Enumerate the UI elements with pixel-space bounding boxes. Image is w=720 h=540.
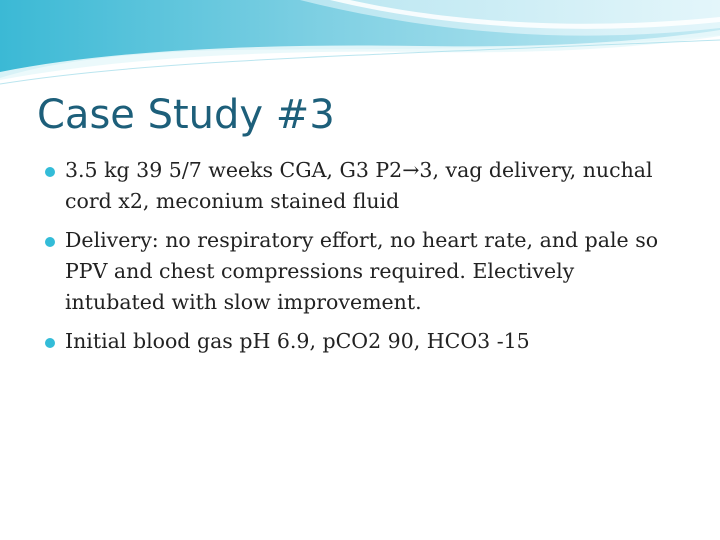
bullet-dot-icon: [45, 167, 55, 177]
list-item: [45, 326, 675, 357]
header-wave-decoration: [0, 0, 720, 90]
slide-title: Case Study #3: [37, 92, 335, 138]
bullet-dot-icon: [45, 237, 55, 247]
bullet-text: Initial blood gas pH 6.9, pCO2 90, HCO3 -15: [65, 329, 530, 353]
bullet-text: Delivery: no respiratory effort, no heart rate, and pale so PPV and chest compressions required. Electively intubated with slow improvement.: [65, 228, 659, 314]
list-item: [45, 225, 675, 318]
bullet-text: 3.5 kg 39 5/7 weeks CGA, G3 P2→3, vag delivery, nuchal cord x2, meconium stained fluid: [65, 158, 653, 213]
bullet-list: [45, 155, 675, 365]
list-item: [45, 155, 675, 217]
bullet-dot-icon: [45, 338, 55, 348]
